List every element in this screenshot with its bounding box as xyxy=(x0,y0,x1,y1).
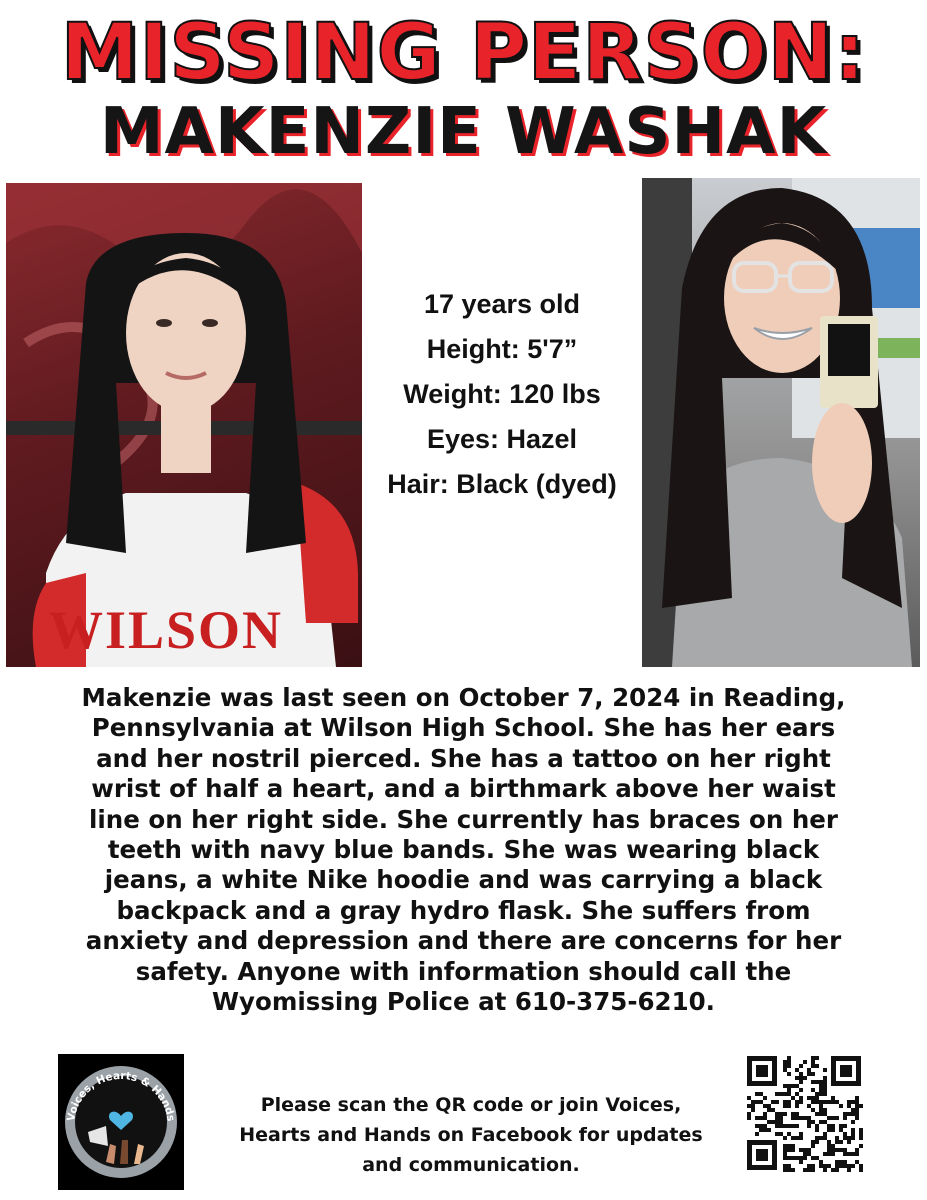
selfie-illustration xyxy=(642,178,920,667)
weight-stat: Weight: 120 lbs xyxy=(403,379,601,409)
qr-code[interactable] xyxy=(745,1054,863,1172)
voices-hearts-hands-logo xyxy=(58,1054,184,1190)
portrait-illustration xyxy=(6,183,362,667)
age-stat: 17 years old xyxy=(423,289,581,319)
description-line: Wyomissing Police at 610-375-6210. xyxy=(212,987,715,1017)
footer-line: Please scan the QR code or join Voices, xyxy=(260,1094,682,1116)
footer-note xyxy=(206,1090,736,1180)
eyes-stat: Eyes: Hazel xyxy=(426,424,578,454)
logo-graphic xyxy=(58,1054,184,1190)
description-line: teeth with navy blue bands. She was wearing black xyxy=(107,835,820,865)
description-line: safety. Anyone with information should call the xyxy=(135,956,792,986)
qr-code-pattern xyxy=(745,1054,863,1172)
physical-description xyxy=(370,282,634,507)
description-line: line on her right side. She currently has braces on her xyxy=(89,804,838,834)
footer-line: and communication. xyxy=(362,1154,580,1176)
footer-line: Hearts and Hands on Facebook for updates xyxy=(239,1124,703,1146)
description-line: jeans, a white Nike hoodie and was carrying a black xyxy=(104,865,823,895)
height-stat: Height: 5'7” xyxy=(426,334,578,364)
portrait-photo-left xyxy=(6,183,362,667)
jersey-text: WILSON xyxy=(48,600,284,660)
description-line: wrist of half a heart, and a birthmark above her waist xyxy=(91,774,836,804)
missing-person-name: MAKENZIE WASHAK xyxy=(99,95,828,169)
description-line: Pennsylvania at Wilson High School. She has her ears xyxy=(91,713,836,743)
description-line: anxiety and depression and there are concerns for her xyxy=(85,926,842,956)
case-description xyxy=(0,683,927,1017)
logo-text: Voices, Hearts & Hands xyxy=(65,1069,177,1123)
headline: MISSING PERSON: xyxy=(60,8,867,98)
hair-stat: Hair: Black (dyed) xyxy=(387,469,617,499)
description-line: and her nostril pierced. She has a tattoo on her right xyxy=(96,743,831,773)
description-line: Makenzie was last seen on October 7, 2024 in Reading, xyxy=(81,683,846,712)
selfie-photo-right xyxy=(642,178,920,667)
description-line: backpack and a gray hydro flask. She suffers from xyxy=(116,895,811,925)
